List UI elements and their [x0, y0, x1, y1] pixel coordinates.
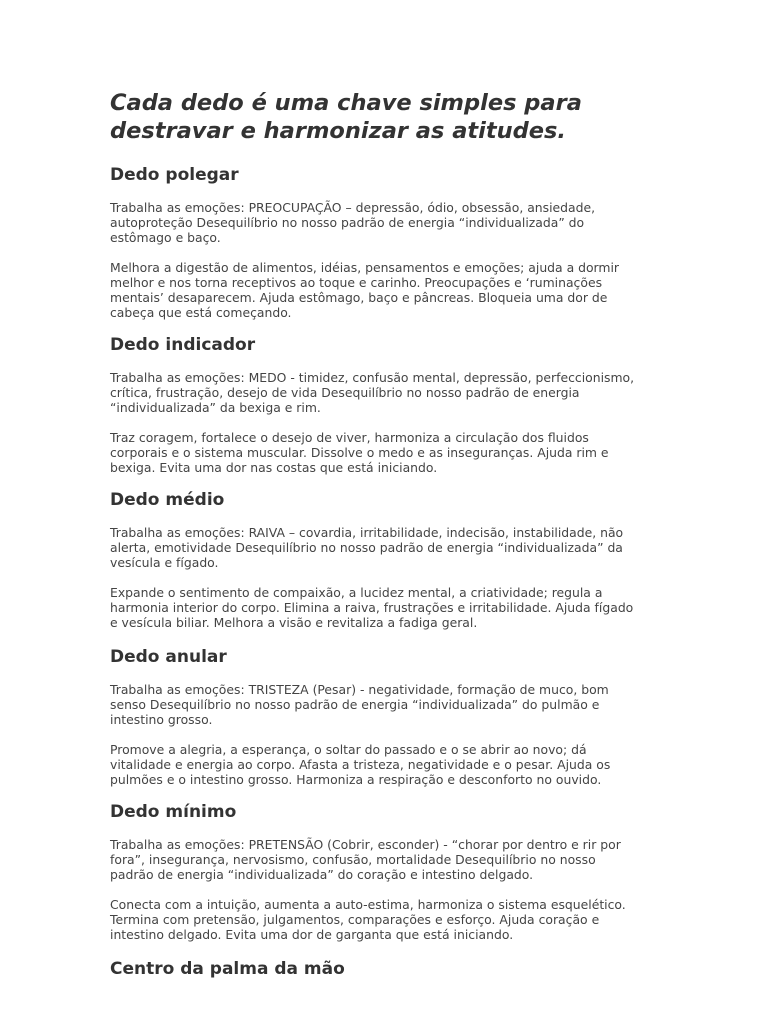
section-heading: Dedo indicador: [110, 335, 256, 355]
section-paragraph-benefits: Conecta com a intuição, aumenta a auto-estima, harmoniza o sistema esquelético. Termina com pretensão, julgamentos, comparações e esforço. Ajuda coração e intestino delgado. Evita uma dor de garganta que está iniciando.: [110, 897, 626, 942]
section-paragraph-benefits: Expande o sentimento de compaixão, a lucidez mental, a criatividade; regula a harmonia interior do corpo. Elimina a raiva, frustrações e irritabilidade. Ajuda fígado e vesícula biliar. Melhora a visão e revitaliza a fadiga geral.: [110, 585, 634, 630]
section-dedo-anular: [110, 646, 670, 787]
section-paragraph-benefits: Promove a alegria, a esperança, o soltar do passado e o se abrir ao novo; dá vitalidade e energia ao corpo. Afasta a tristeza, negatividade e o pesar. Ajuda os pulmões e o intestino grosso. Harmoniza a respiração e desconforto no ouvido.: [110, 742, 611, 787]
section-dedo-indicador: [110, 334, 670, 475]
section-heading: Dedo polegar: [110, 165, 239, 185]
section-paragraph-benefits: Traz coragem, fortalece o desejo de viver, harmoniza a circulação dos fluidos corporais e o sistema muscular. Dissolve o medo e as inseguranças. Ajuda rim e bexiga. Evita uma dor nas costas que está iniciando.: [110, 430, 609, 475]
section-dedo-medio: [110, 489, 670, 630]
section-paragraph-benefits: Melhora a digestão de alimentos, idéias, pensamentos e emoções; ajuda a dormir melhor e nos torna receptivos ao toque e carinho. Preocupações e ‘ruminações mentais’ desaparecem. Ajuda estômago, baço e pâncreas. Bloqueia uma dor de cabeça que está começando.: [110, 260, 620, 320]
section-centro-da-palma: [110, 958, 670, 980]
document-title: Cada dedo é uma chave simples para destravar e harmonizar as atitudes.: [110, 90, 582, 144]
section-paragraph-emotions: Trabalha as emoções: TRISTEZA (Pesar) - negatividade, formação de muco, bom senso Desequilíbrio no nosso padrão de energia “individualizada” do pulmão e intestino grosso.: [110, 682, 609, 727]
section-dedo-polegar: [110, 164, 670, 320]
section-heading: Dedo mínimo: [110, 802, 237, 822]
section-heading: Dedo anular: [110, 647, 227, 667]
section-heading: Dedo médio: [110, 490, 225, 510]
section-paragraph-emotions: Trabalha as emoções: PRETENSÃO (Cobrir, esconder) - “chorar por dentro e rir por fora”, insegurança, nervosismo, confusão, mortalidade Desequilíbrio no nosso padrão de energia “individualizada” do coração e intestino delgado.: [110, 837, 621, 882]
section-paragraph-emotions: Trabalha as emoções: RAIVA – covardia, irritabilidade, indecisão, instabilidade, não alerta, emotividade Desequilíbrio no nosso padrão de energia “individualizada” da vesícula e fígado.: [110, 525, 624, 570]
section-paragraph-emotions: Trabalha as emoções: PREOCUPAÇÃO – depressão, ódio, obsessão, ansiedade, autoproteção Desequilíbrio no nosso padrão de energia “individualizada” do estômago e baço.: [110, 200, 596, 245]
section-paragraph-emotions: Trabalha as emoções: MEDO - timidez, confusão mental, depressão, perfeccionismo, crítica, frustração, desejo de vida Desequilíbrio no nosso padrão de energia “individualizada” da bexiga e rim.: [110, 370, 635, 415]
section-dedo-minimo: [110, 801, 670, 942]
section-heading: Centro da palma da mão: [110, 959, 345, 979]
